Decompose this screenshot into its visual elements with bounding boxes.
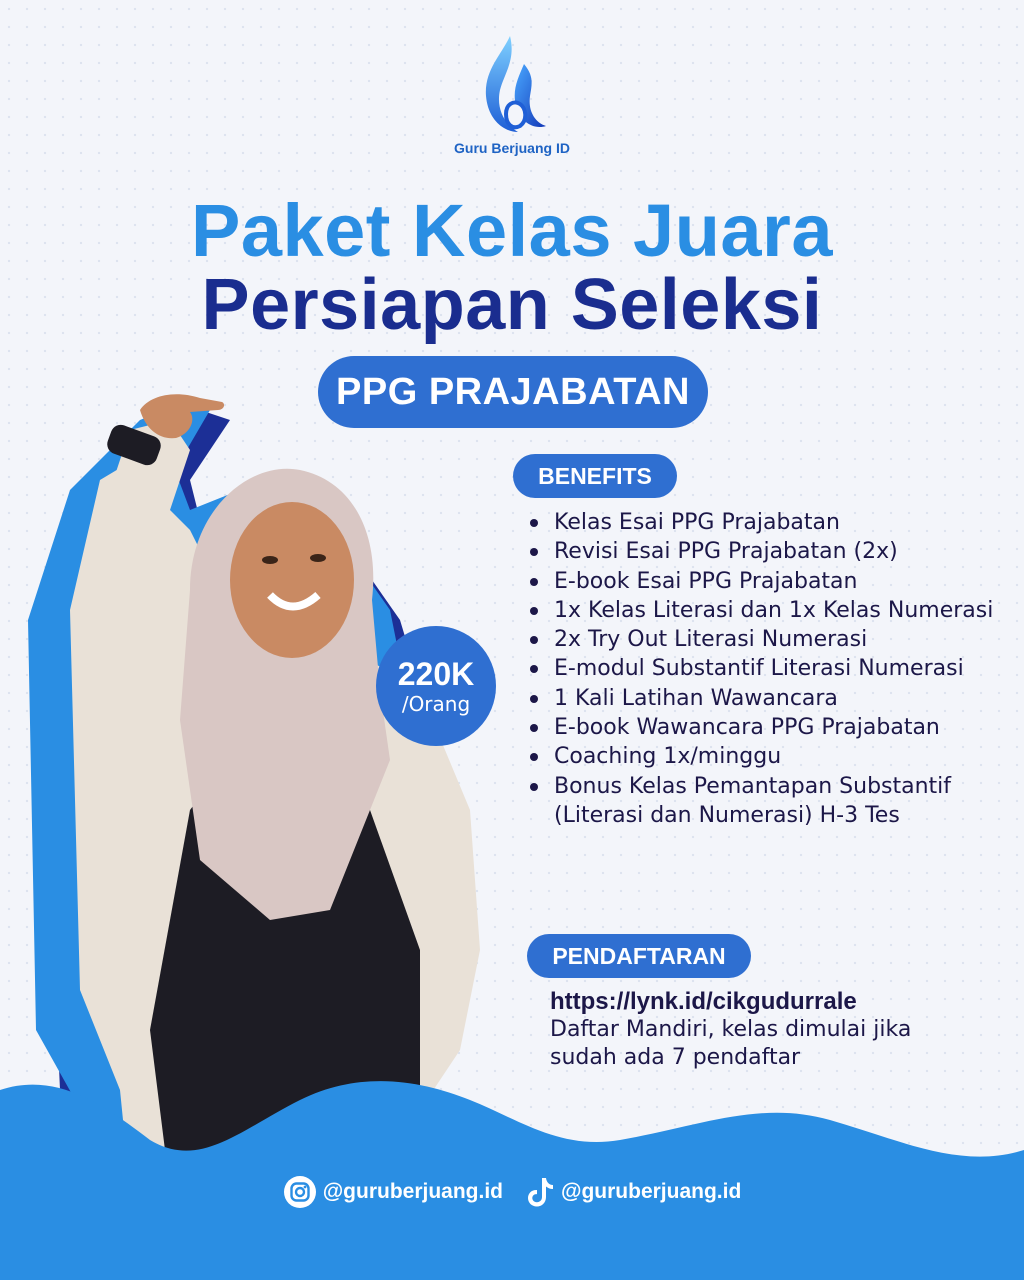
benefits-list [528,508,1008,830]
program-badge: PPG PRAJABATAN [318,356,708,428]
list-item: Revisi Esai PPG Prajabatan (2x) [528,537,1008,566]
brand-name: Guru Berjuang ID [454,140,570,156]
registration-note: Daftar Mandiri, kelas dimulai jika sudah ada 7 pendaftar [550,1017,912,1070]
tiktok-handle: @guruberjuang.id [561,1180,742,1203]
tiktok-icon [525,1175,555,1209]
headline-line-2: Persiapan Seleksi [201,265,823,345]
price-amount: 220K [397,656,475,692]
list-item: Coaching 1x/minggu [528,742,1008,771]
price-unit: /Orang [401,692,471,716]
list-item: Kelas Esai PPG Prajabatan [528,508,1008,537]
instagram-link[interactable] [283,1175,503,1209]
face [230,502,354,658]
tiktok-link[interactable] [525,1175,741,1209]
list-item: 1 Kali Latihan Wawancara [528,684,1008,713]
list-item: 2x Try Out Literasi Numerasi [528,625,1008,654]
list-item: 1x Kelas Literasi dan 1x Kelas Numerasi [528,596,1008,625]
list-item: Bonus Kelas Pemantapan Substantif (Literasi dan Numerasi) H-3 Tes [528,772,1008,831]
instagram-handle: @guruberjuang.id [322,1180,503,1203]
headline-line-1: Paket Kelas Juara [190,189,834,272]
registration-heading: PENDAFTARAN [527,934,751,978]
registration-link[interactable]: https://lynk.id/cikgudurrale [550,988,857,1015]
logo-mark [472,34,552,138]
list-item: E-modul Substantif Literasi Numerasi [528,654,1008,683]
list-item: E-book Wawancara PPG Prajabatan [528,713,1008,742]
social-links [0,1170,1024,1214]
benefits-heading: BENEFITS [513,454,677,498]
list-item: E-book Esai PPG Prajabatan [528,567,1008,596]
brand-logo [440,34,584,164]
price-badge [376,626,496,746]
instagram-icon [283,1175,317,1209]
